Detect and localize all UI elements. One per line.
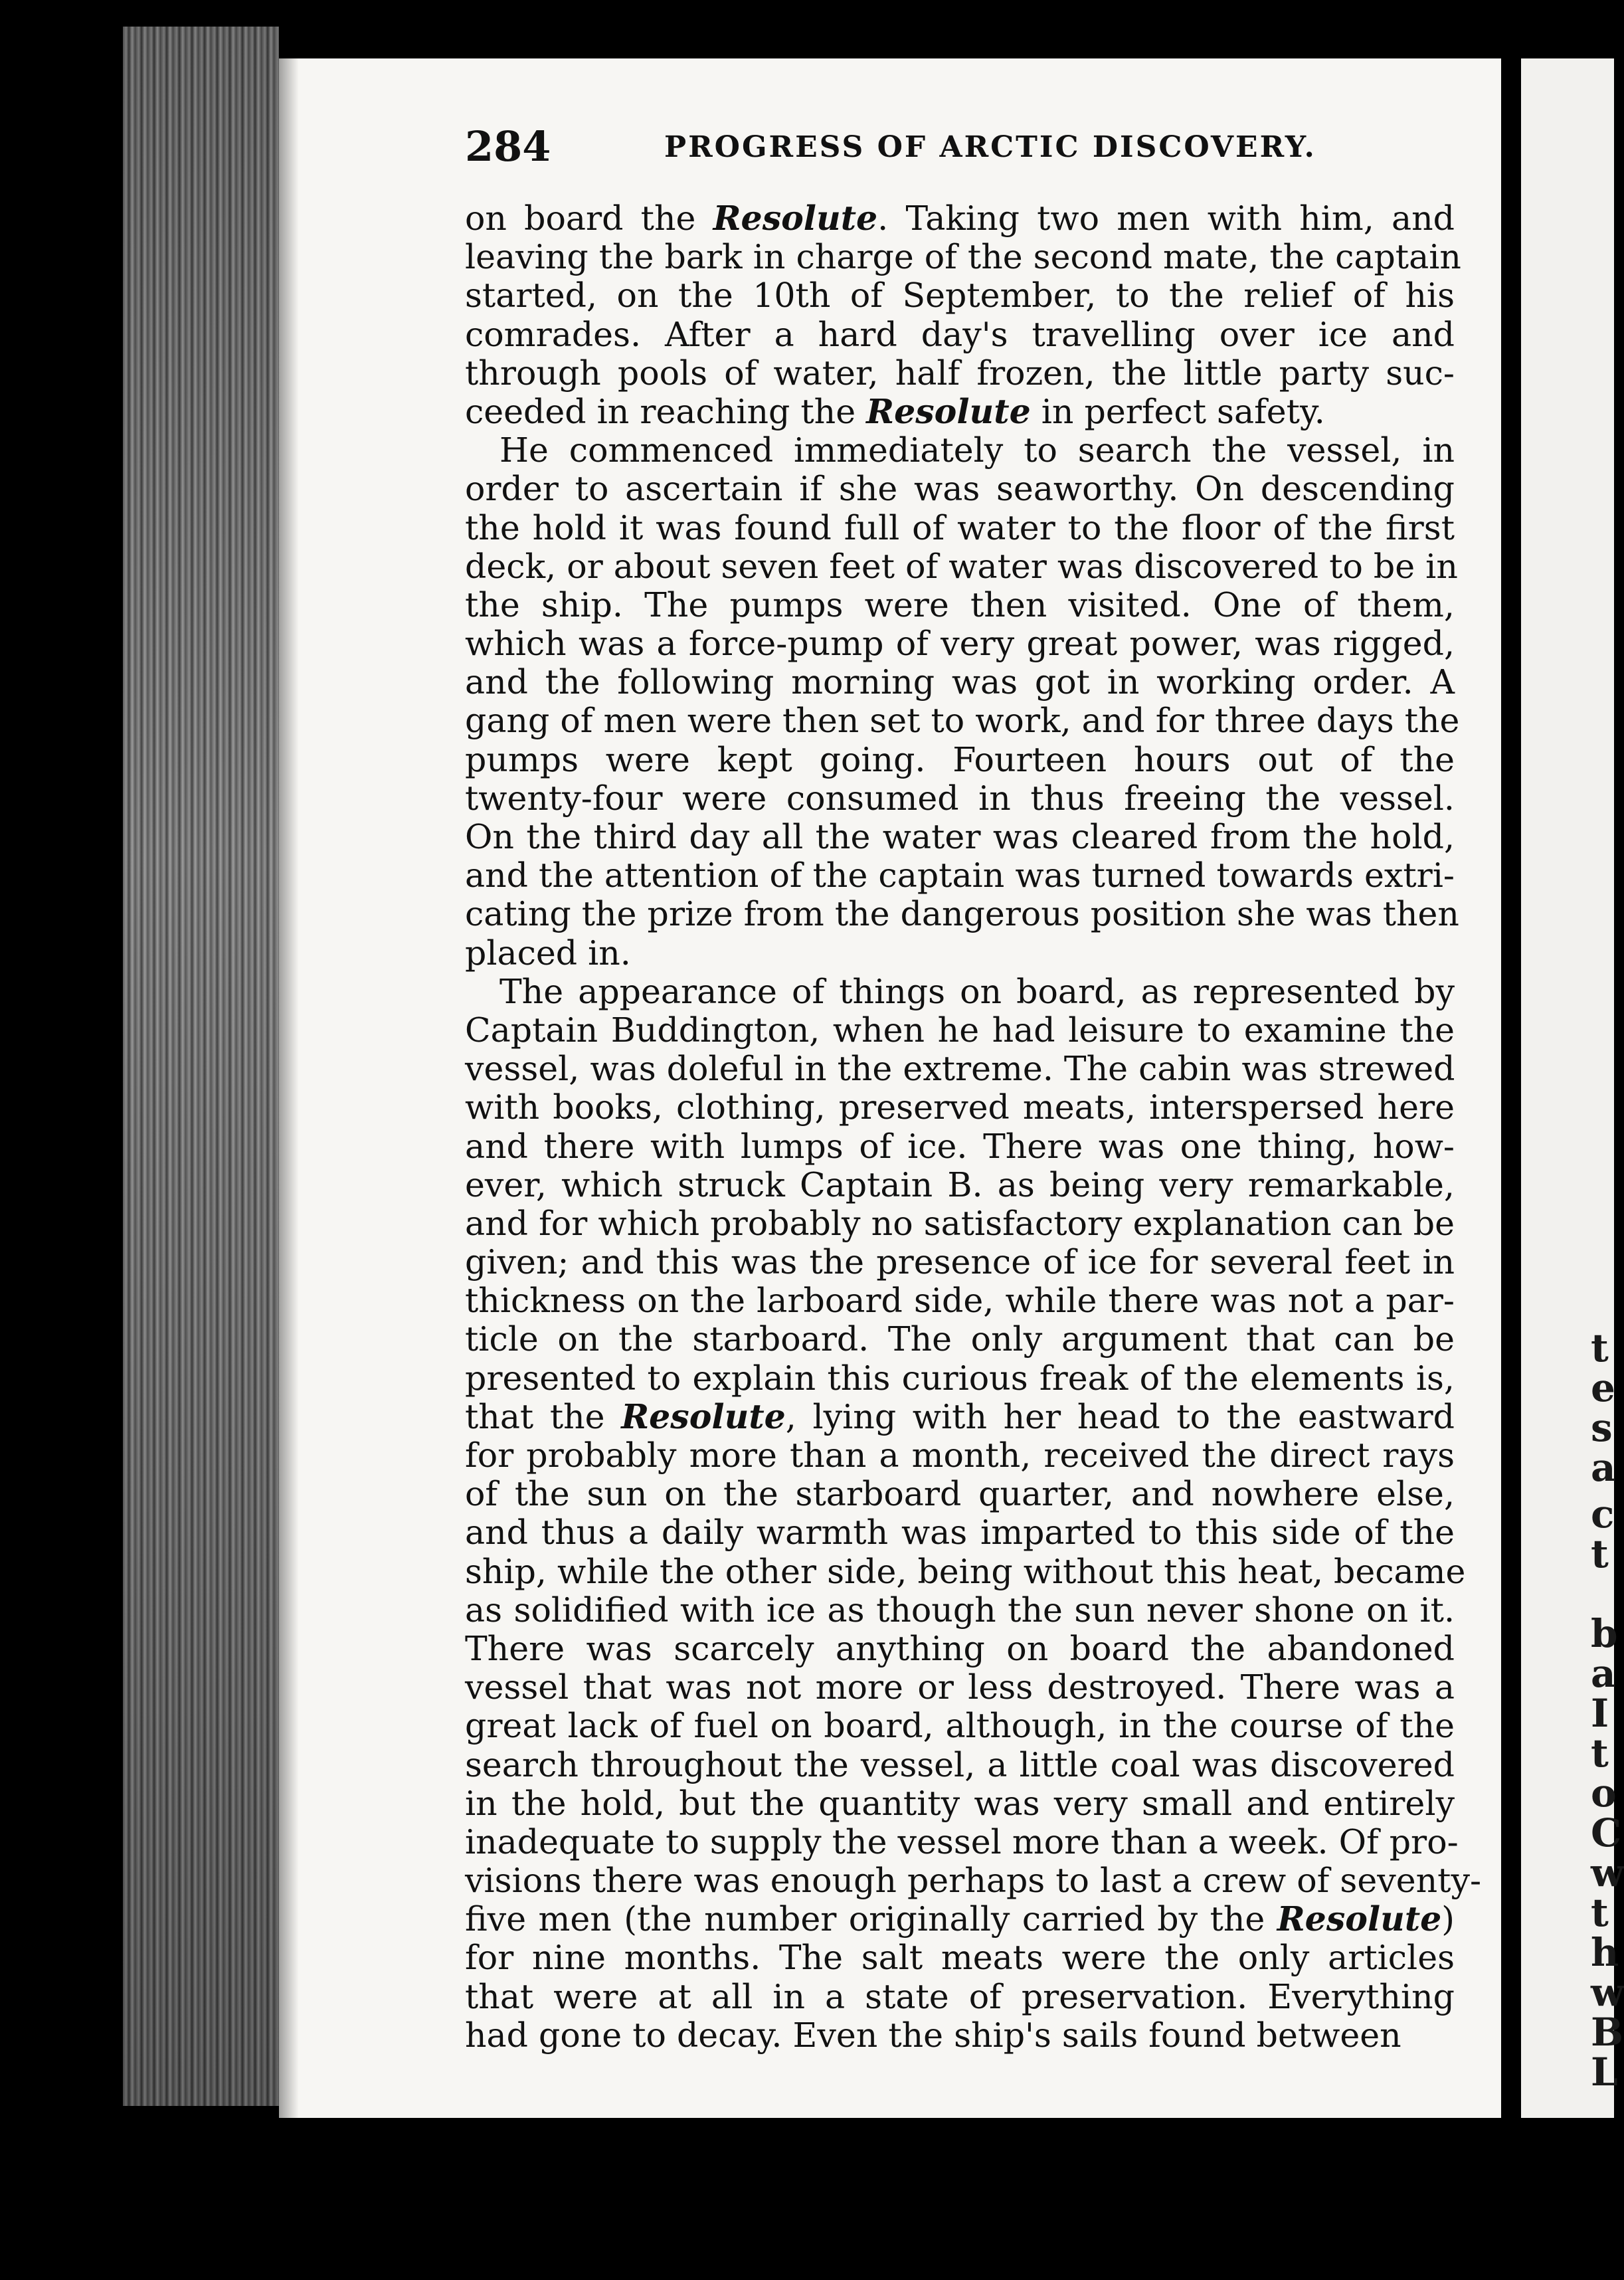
facing-page-letter: w bbox=[1591, 1970, 1624, 2015]
text-line: search throughout the vessel, a little coal was discovered bbox=[465, 1745, 1455, 1784]
text-line: as solidified with ice as though the sun never shone on it. bbox=[465, 1590, 1455, 1630]
gutter-shadow bbox=[279, 58, 299, 2118]
text-line: started, on the 10th of September, to the relief of his bbox=[465, 276, 1455, 316]
text-line: and there with lumps of ice. There was one thing, how- bbox=[465, 1126, 1455, 1166]
page-number: 284 bbox=[465, 122, 551, 171]
ship-name-italic: Resolute bbox=[713, 199, 878, 238]
facing-page-letter: B bbox=[1591, 2010, 1624, 2055]
text-line: for probably more than a month, received the direct rays bbox=[465, 1436, 1455, 1475]
facing-page-letter: C bbox=[1591, 1810, 1622, 1855]
ship-name-italic: Resolute bbox=[1277, 1899, 1442, 1939]
text-line: through pools of water, half frozen, the little party suc- bbox=[465, 353, 1455, 393]
text-line: pumps were kept going. Fourteen hours out of the bbox=[465, 739, 1455, 779]
running-head bbox=[465, 122, 1415, 179]
text-line: On the third day all the water was cleared from the hold, bbox=[465, 817, 1455, 856]
text-line: and for which probably no satisfactory explanation can be bbox=[465, 1203, 1455, 1243]
facing-page-letter: I bbox=[1591, 1691, 1609, 1736]
facing-page-letter: o bbox=[1591, 1770, 1617, 1816]
facing-page-letter: h bbox=[1591, 1930, 1619, 1975]
text-line: There was scarcely anything on board the abandoned bbox=[465, 1628, 1455, 1668]
running-title: PROGRESS OF ARCTIC DISCOVERY. bbox=[664, 130, 1316, 164]
text-line: ship, while the other side, being without this heat, became bbox=[465, 1551, 1466, 1591]
text-line: The appearance of things on board, as represented by bbox=[499, 971, 1455, 1011]
text-line: thickness on the larboard side, while there was not a par- bbox=[465, 1281, 1455, 1321]
text-line: ceeded in reaching the Resolute in perfect safety. bbox=[465, 391, 1325, 431]
text-line: placed in. bbox=[465, 933, 631, 973]
text-line: the ship. The pumps were then visited. One of them, bbox=[465, 585, 1455, 624]
text-line: and the following morning was got in working order. A bbox=[465, 662, 1455, 702]
text-line: that the Resolute, lying with her head to the eastward bbox=[465, 1396, 1455, 1436]
text-line: for nine months. The salt meats were the only articles bbox=[465, 1938, 1455, 1978]
paragraph bbox=[465, 430, 1460, 973]
text-line: five men (the number originally carried by the Resolute) bbox=[465, 1899, 1455, 1939]
text-line: order to ascertain if she was seaworthy. On descending bbox=[465, 469, 1455, 509]
facing-page-letter: b bbox=[1591, 1611, 1618, 1656]
text-line: cating the prize from the dangerous position she was then bbox=[465, 894, 1459, 934]
text-line: comrades. After a hard day's travelling over ice and bbox=[465, 314, 1455, 354]
facing-page-letter: t bbox=[1591, 1531, 1609, 1576]
text-line: visions there was enough perhaps to last a crew of seventy- bbox=[465, 1861, 1482, 1901]
text-line: the hold it was found full of water to the floor of the first bbox=[465, 508, 1455, 547]
facing-page-letter: a bbox=[1591, 1445, 1616, 1490]
text-line: and the attention of the captain was turned towards extri- bbox=[465, 856, 1455, 896]
text-line: gang of men were then set to work, and for three days the bbox=[465, 701, 1460, 741]
facing-page-letter: a bbox=[1591, 1651, 1616, 1696]
paragraph bbox=[465, 199, 1461, 431]
text-line: with books, clothing, preserved meats, interspersed here bbox=[465, 1088, 1455, 1127]
page-edges-shading bbox=[123, 27, 279, 2106]
text-line: ticle on the starboard. The only argument that can be bbox=[465, 1319, 1455, 1359]
text-line: He commenced immediately to search the vessel, in bbox=[499, 430, 1455, 470]
text-line: presented to explain this curious freak of the elements is, bbox=[465, 1358, 1455, 1398]
text-line: on board the Resolute. Taking two men with him, and bbox=[465, 199, 1455, 238]
body-text bbox=[465, 199, 1482, 2055]
text-line: which was a force-pump of very great power, was rigged, bbox=[465, 624, 1455, 664]
facing-page-text-fragments bbox=[1591, 0, 1624, 2280]
text-line: leaving the bark in charge of the second mate, the captain bbox=[465, 237, 1461, 277]
facing-page-letter: c bbox=[1591, 1491, 1615, 1537]
facing-page-letter: t bbox=[1591, 1325, 1609, 1371]
text-line: vessel that was not more or less destroyed. There was a bbox=[465, 1667, 1455, 1707]
ship-name-italic: Resolute bbox=[621, 1396, 786, 1436]
text-line: inadequate to supply the vessel more than a week. Of pro- bbox=[465, 1822, 1459, 1861]
text-line: in the hold, but the quantity was very small and entirely bbox=[465, 1783, 1455, 1823]
text-line: great lack of fuel on board, although, in the course of the bbox=[465, 1706, 1455, 1746]
text-line: had gone to decay. Even the ship's sails found between bbox=[465, 2015, 1401, 2055]
text-line: Captain Buddington, when he had leisure to examine the bbox=[465, 1010, 1455, 1050]
facing-page-letter: s bbox=[1591, 1405, 1613, 1450]
facing-page-letter: t bbox=[1591, 1890, 1609, 1935]
text-line: given; and this was the presence of ice for several feet in bbox=[465, 1242, 1455, 1282]
text-line: and thus a daily warmth was imparted to this side of the bbox=[465, 1513, 1455, 1553]
facing-page-letter: t bbox=[1591, 1731, 1609, 1776]
facing-page-letter: w bbox=[1591, 1850, 1624, 1895]
text-line: deck, or about seven feet of water was discovered to be in bbox=[465, 546, 1458, 586]
text-line: vessel, was doleful in the extreme. The cabin was strewed bbox=[465, 1049, 1455, 1089]
text-line: of the sun on the starboard quarter, and nowhere else, bbox=[465, 1474, 1455, 1514]
text-line: that were at all in a state of preservation. Everything bbox=[465, 1976, 1455, 2016]
facing-page-letter: e bbox=[1591, 1365, 1615, 1410]
text-line: twenty-four were consumed in thus freeing the vessel. bbox=[465, 778, 1455, 818]
paragraph bbox=[465, 971, 1482, 2055]
ship-name-italic: Resolute bbox=[866, 391, 1031, 431]
facing-page-letter: L bbox=[1591, 2049, 1618, 2095]
text-line: ever, which struck Captain B. as being very remarkable, bbox=[465, 1165, 1455, 1204]
